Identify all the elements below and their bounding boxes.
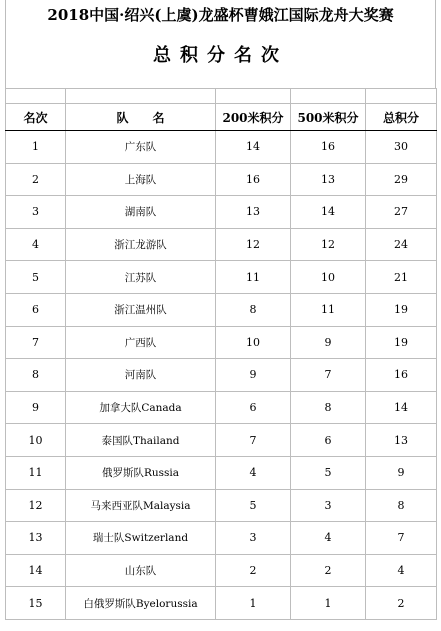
table-row (6, 326, 437, 359)
team-name-cell: 俄罗斯队Russia (66, 456, 216, 489)
score-500m-cell: 14 (291, 196, 366, 229)
score-200m-cell: 13 (216, 196, 291, 229)
document-title: 2018中国·绍兴(上虞)龙盛杯曹娥江国际龙舟大奖赛 (47, 6, 394, 24)
table-row (6, 359, 437, 392)
team-name-cell: 泰国队Thailand (66, 424, 216, 457)
score-500m-cell: 12 (291, 228, 366, 261)
score-500m-cell: 6 (291, 424, 366, 457)
rank-cell: 4 (6, 228, 66, 261)
total-score-cell: 8 (366, 489, 437, 522)
total-score-cell: 9 (366, 456, 437, 489)
score-200m-cell: 7 (216, 424, 291, 457)
column-header-200m: 200米积分 (216, 104, 291, 131)
rank-cell: 13 (6, 522, 66, 555)
total-score-cell: 21 (366, 261, 437, 294)
team-name-cell: 上海队 (66, 163, 216, 196)
team-name-cell: 马来西亚队Malaysia (66, 489, 216, 522)
score-500m-cell: 1 (291, 587, 366, 620)
score-200m-cell: 4 (216, 456, 291, 489)
rank-cell: 6 (6, 293, 66, 326)
rank-cell: 2 (6, 163, 66, 196)
rank-cell: 9 (6, 391, 66, 424)
total-score-cell: 2 (366, 587, 437, 620)
total-score-cell: 19 (366, 326, 437, 359)
score-200m-cell: 2 (216, 554, 291, 587)
table-row (6, 522, 437, 555)
score-200m-cell: 3 (216, 522, 291, 555)
table-row (6, 293, 437, 326)
total-score-cell: 4 (366, 554, 437, 587)
rank-cell: 5 (6, 261, 66, 294)
table-row (6, 554, 437, 587)
table-row (6, 163, 437, 196)
column-header-team: 队 名 (66, 104, 216, 131)
total-score-cell: 29 (366, 163, 437, 196)
rank-cell: 3 (6, 196, 66, 229)
team-name-cell: 广西队 (66, 326, 216, 359)
table-row (6, 587, 437, 620)
table-row (6, 391, 437, 424)
score-200m-cell: 6 (216, 391, 291, 424)
score-200m-cell: 5 (216, 489, 291, 522)
ranking-table (5, 88, 437, 620)
score-200m-cell: 16 (216, 163, 291, 196)
score-500m-cell: 4 (291, 522, 366, 555)
score-500m-cell: 2 (291, 554, 366, 587)
team-name-cell: 湖南队 (66, 196, 216, 229)
team-name-cell: 浙江龙游队 (66, 228, 216, 261)
table-row (6, 424, 437, 457)
column-header-total: 总积分 (366, 104, 437, 131)
rank-cell: 15 (6, 587, 66, 620)
team-name-cell: 江苏队 (66, 261, 216, 294)
team-name-cell: 广东队 (66, 131, 216, 164)
total-score-cell: 24 (366, 228, 437, 261)
total-score-cell: 27 (366, 196, 437, 229)
total-score-cell: 16 (366, 359, 437, 392)
team-name-cell: 瑞士队Switzerland (66, 522, 216, 555)
total-score-cell: 19 (366, 293, 437, 326)
score-200m-cell: 11 (216, 261, 291, 294)
table-header-row (6, 104, 437, 131)
total-score-cell: 13 (366, 424, 437, 457)
column-header-rank: 名次 (6, 104, 66, 131)
rank-cell: 7 (6, 326, 66, 359)
ranking-table-wrapper (5, 88, 436, 620)
score-500m-cell: 13 (291, 163, 366, 196)
team-name-cell: 加拿大队Canada (66, 391, 216, 424)
total-score-cell: 7 (366, 522, 437, 555)
team-name-cell: 白俄罗斯队Byelorussia (66, 587, 216, 620)
score-200m-cell: 10 (216, 326, 291, 359)
table-row (6, 261, 437, 294)
rank-cell: 1 (6, 131, 66, 164)
team-name-cell: 浙江温州队 (66, 293, 216, 326)
table-row (6, 228, 437, 261)
rank-cell: 10 (6, 424, 66, 457)
score-500m-cell: 16 (291, 131, 366, 164)
score-500m-cell: 5 (291, 456, 366, 489)
column-header-500m: 500米积分 (291, 104, 366, 131)
spacer-row (6, 89, 437, 104)
team-name-cell: 河南队 (66, 359, 216, 392)
rank-cell: 12 (6, 489, 66, 522)
table-row (6, 131, 437, 164)
table-row (6, 489, 437, 522)
rank-cell: 11 (6, 456, 66, 489)
total-score-cell: 30 (366, 131, 437, 164)
score-500m-cell: 11 (291, 293, 366, 326)
score-500m-cell: 7 (291, 359, 366, 392)
score-500m-cell: 10 (291, 261, 366, 294)
score-200m-cell: 14 (216, 131, 291, 164)
score-200m-cell: 9 (216, 359, 291, 392)
score-200m-cell: 1 (216, 587, 291, 620)
table-subtitle: 总积分名次 (153, 45, 288, 66)
rank-cell: 8 (6, 359, 66, 392)
score-200m-cell: 12 (216, 228, 291, 261)
score-500m-cell: 9 (291, 326, 366, 359)
score-500m-cell: 8 (291, 391, 366, 424)
score-200m-cell: 8 (216, 293, 291, 326)
table-row (6, 196, 437, 229)
score-500m-cell: 3 (291, 489, 366, 522)
team-name-cell: 山东队 (66, 554, 216, 587)
rank-cell: 14 (6, 554, 66, 587)
table-row (6, 456, 437, 489)
total-score-cell: 14 (366, 391, 437, 424)
